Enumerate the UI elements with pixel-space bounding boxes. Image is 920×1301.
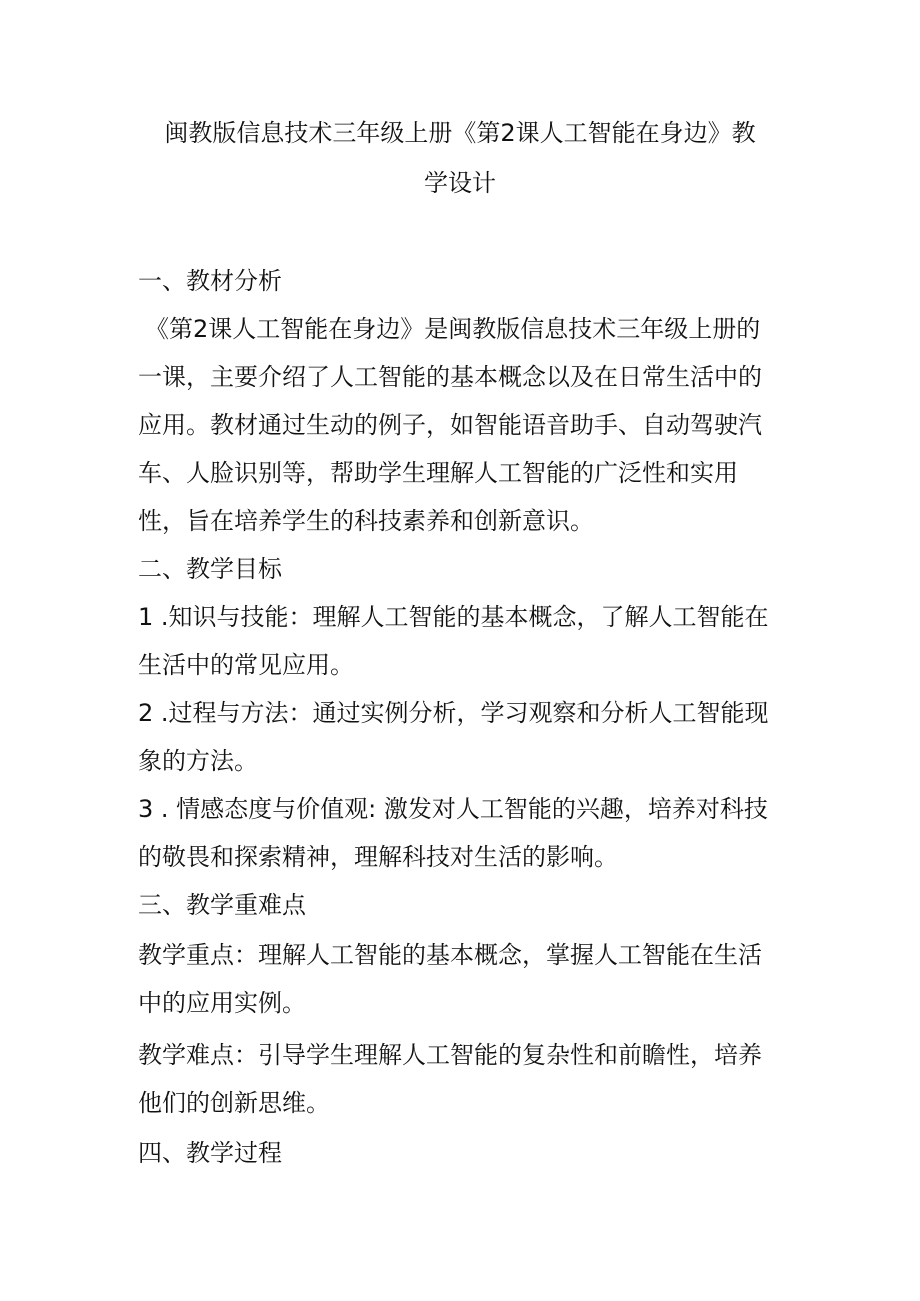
- paragraph-line: 《第2课人工智能在身边》是闽教版信息技术三年级上册的: [145, 315, 761, 343]
- goal-item-2-line-2: 象的方法。: [138, 747, 258, 775]
- document-title-line-1: 闽教版信息技术三年级上册《第2课人工智能在身边》教: [164, 119, 756, 147]
- key-point-line-1: 教学重点：理解人工智能的基本概念，掌握人工智能在生活: [138, 941, 762, 969]
- goal-item-2-line-1: 2 .过程与方法：通过实例分析，学习观察和分析人工智能现: [138, 699, 769, 727]
- section-heading-teaching-process: 四、教学过程: [138, 1139, 282, 1167]
- difficult-point-line-2: 他们的创新思维。: [138, 1089, 330, 1117]
- document-title-line-2: 学设计: [424, 169, 496, 197]
- paragraph-line: 性，旨在培养学生的科技素养和创新意识。: [138, 507, 594, 535]
- paragraph-line: 应用。教材通过生动的例子，如智能语音助手、自动驾驶汽: [138, 411, 762, 439]
- paragraph-line: 一课，主要介绍了人工智能的基本概念以及在日常生活中的: [138, 363, 762, 391]
- section-heading-key-difficult-points: 三、教学重难点: [138, 891, 306, 919]
- goal-item-3-line-2: 的敬畏和探索精神，理解科技对生活的影响。: [138, 843, 618, 871]
- goal-item-1-line-2: 生活中的常见应用。: [138, 651, 354, 679]
- key-point-line-2: 中的应用实例。: [138, 989, 306, 1017]
- goal-item-3-line-1: 3 . 情感态度与价值观: 激发对人工智能的兴趣，培养对科技: [138, 795, 768, 823]
- difficult-point-line-1: 教学难点：引导学生理解人工智能的复杂性和前瞻性，培养: [138, 1041, 762, 1069]
- paragraph-line: 车、人脸识别等，帮助学生理解人工智能的广泛性和实用: [138, 459, 738, 487]
- goal-item-1-line-1: 1 .知识与技能：理解人工智能的基本概念，了解人工智能在: [138, 603, 769, 631]
- section-heading-textbook-analysis: 一、教材分析: [138, 267, 282, 295]
- section-heading-teaching-goals: 二、教学目标: [138, 555, 282, 583]
